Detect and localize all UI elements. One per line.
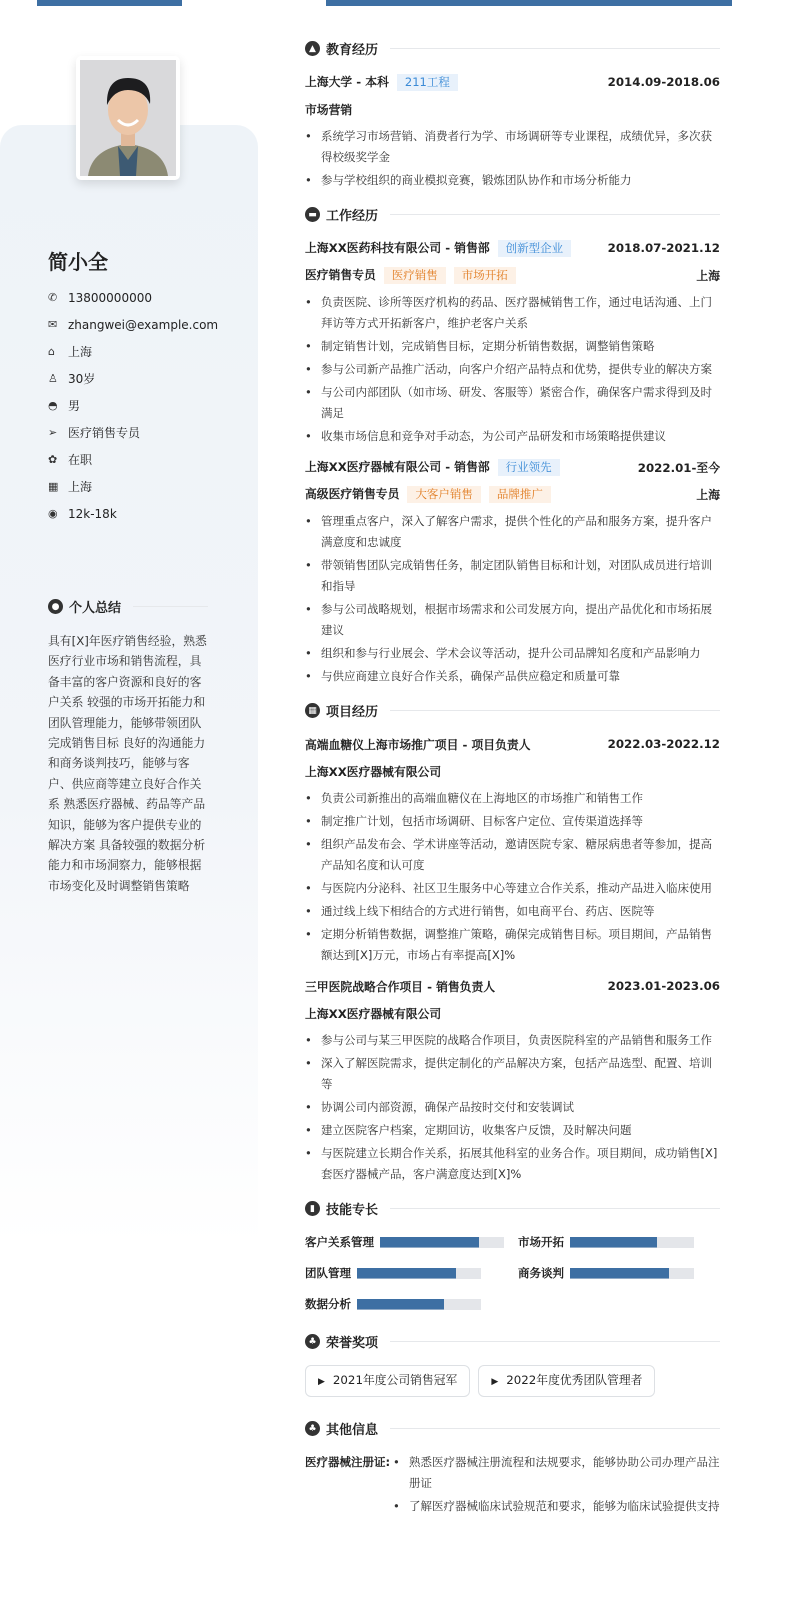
section-title: 工作经历 [326,209,379,224]
job-header [305,457,720,477]
skill-tag: 品牌推广 [489,486,551,503]
city: 上海 [696,487,720,502]
building-icon: ▦ [48,480,59,493]
school: 上海大学 - 本科 [305,75,389,89]
skill-name: 数据分析 [305,1297,351,1311]
status-icon: ✿ [48,453,58,466]
main-column [305,39,720,1533]
summary-text: 具有[X]年医疗销售经验，熟悉医疗行业市场和销售流程，具备丰富的客户资源和良好的客户关系 较强的市场开拓能力和团队管理能力，能够带领团队完成销售目标 良好的沟通能力和商务谈判技巧，能够与客户、供应商等建立良好合作关系 熟悉医疗器械、药品等产品知识，能够为客户提供专业的解决方案 具备较强的数据分析能力和市场洞察力，能够根据市场变化及时调整销售策略 [48,634,207,893]
section-title: 其他信息 [326,1423,379,1438]
info-row [48,284,218,311]
skills-section [305,1199,720,1314]
skill-bar [357,1268,481,1279]
info-row [48,419,218,446]
info-row [48,473,218,500]
other-section [305,1419,720,1519]
divider [390,214,720,215]
skill-name: 市场开拓 [518,1235,564,1249]
bullet-item: • 定期分析销售数据，调整推广策略，确保完成销售目标。项目期间，产品销售额达到[X]万元，市场占有率提高[X]% [305,924,720,966]
play-icon: ▶ [318,1377,325,1387]
bullet-item: • 建立医院客户档案，定期回访，收集客户反馈，及时解决问题 [305,1120,720,1141]
job-entry [305,457,720,687]
bullet-item: • 参与公司战略规划，根据市场需求和公司发展方向，提出产品优化和市场拓展建议 [305,599,720,641]
bullet-item: • 与供应商建立良好合作关系，确保产品供应稳定和质量可靠 [305,666,720,687]
role: 医疗销售专员 [305,268,376,282]
major: 市场营销 [305,102,353,117]
date: 2022.03-2022.12 [607,737,720,751]
phone-icon: ✆ [48,291,58,304]
divider [390,1428,720,1429]
bullet-item: • 通过线上线下相结合的方式进行销售，如电商平台、药店、医院等 [305,901,720,922]
bullet-item: • 了解医疗器械临床试验规范和要求，能够为临床试验提供支持 [393,1496,720,1517]
company-tag: 创新型企业 [498,240,572,257]
bullet-list [305,292,720,447]
gender-icon: ◓ [48,399,58,412]
bullet-item: • 深入了解医院需求，提供定制化的产品解决方案，包括产品选型、配置、培训等 [305,1053,720,1095]
date: 2022.01-至今 [637,460,720,475]
role-row [305,265,720,285]
skill-name: 客户关系管理 [305,1235,374,1249]
role-row [305,484,720,504]
project-header [305,734,720,754]
education-section [305,39,720,191]
skill-tag: 医疗销售 [384,267,446,284]
contact-info [48,284,218,527]
work-section [305,205,720,687]
info-row [48,500,218,527]
award-chip [305,1365,470,1397]
bullet-item: • 制定推广计划，包括市场调研、目标客户定位、宣传渠道选择等 [305,811,720,832]
school-tag: 211工程 [397,74,458,91]
bullet-item: • 组织和参与行业展会、学术会议等活动，提升公司品牌知名度和产品影响力 [305,643,720,664]
project-entry [305,734,720,966]
top-accent-left [37,0,182,6]
section-title: 荣誉奖项 [326,1336,379,1351]
company: 上海XX医药科技有限公司 - 销售部 [305,241,490,255]
bullet-item: • 负责公司新推出的高端血糖仪在上海地区的市场推广和销售工作 [305,788,720,809]
info-text: 男 [68,399,81,413]
info-text: 12k-18k [68,506,117,521]
job-entry [305,238,720,447]
summary-heading [48,597,208,616]
info-row [48,311,218,338]
skill-bar-fill [380,1237,479,1248]
skill-row [305,1232,518,1252]
project-entry [305,976,720,1185]
bullet-item: • 与医院建立长期合作关系，拓展其他科室的业务合作。项目期间，成功销售[X]套医疗器械产品，客户满意度达到[X]% [305,1143,720,1185]
role: 高级医疗销售专员 [305,487,400,501]
skill-bar [570,1268,694,1279]
bullet-item: • 组织产品发布会、学术讲座等活动，邀请医院专家、糖尿病患者等参加，提高产品知名度和认可度 [305,834,720,876]
bullet-item: • 与医院内分泌科、社区卫生服务中心等建立合作关系，推动产品进入临床使用 [305,878,720,899]
skill-tag: 市场开拓 [454,267,516,284]
skill-bar-fill [357,1299,444,1310]
skill-bar-fill [357,1268,456,1279]
company: 上海XX医疗器械有限公司 - 销售部 [305,460,490,474]
bullet-item: • 制定销售计划，完成销售目标，定期分析销售数据，调整销售策略 [305,336,720,357]
info-text: 13800000000 [68,290,152,305]
award-text: 2021年度公司销售冠军 [332,1373,458,1387]
skill-tag: 大客户销售 [407,486,481,503]
send-icon: ➢ [48,426,58,439]
bullet-list [305,1030,720,1185]
play-icon: ▶ [491,1377,499,1387]
bullet-item: • 带领销售团队完成销售任务，制定团队销售目标和计划，对团队成员进行培训和指导 [305,555,720,597]
skill-bar [380,1237,504,1248]
skill-bar-fill [570,1237,657,1248]
award-icon: ♣ [305,1334,320,1349]
info-row [48,365,218,392]
bullet-item: • 参与学校组织的商业模拟竞赛，锻炼团队协作和市场分析能力 [305,170,720,191]
bullet-item: • 负责医院、诊所等医疗机构的药品、医疗器械销售工作，通过电话沟通、上门拜访等方式开拓新客户，维护老客户关系 [305,292,720,334]
organization: 上海XX医疗器械有限公司 [305,1006,442,1021]
date: 2023.01-2023.06 [607,979,720,993]
info-text: 在职 [68,453,93,467]
organization: 上海XX医疗器械有限公司 [305,764,442,779]
info-text: 30岁 [68,372,96,386]
divider [390,1208,720,1209]
home-icon: ⌂ [48,345,55,358]
city: 上海 [696,268,720,283]
projects-section [305,701,720,1185]
info-icon: ♣ [305,1421,320,1436]
bullet-item: • 系统学习市场营销、消费者行为学、市场调研等专业课程，成绩优异，多次获得校级奖学金 [305,126,720,168]
bullet-list [305,511,720,687]
skill-row [518,1232,718,1252]
info-row [48,392,218,419]
skill-bar [357,1299,481,1310]
project-name: 高端血糖仪上海市场推广项目 - 项目负责人 [305,737,531,752]
skill-bar-fill [570,1268,669,1279]
section-title: 教育经历 [326,43,379,58]
bullet-item: • 与公司内部团队（如市场、研发、客服等）紧密合作，确保客户需求得到及时满足 [305,382,720,424]
divider [390,1341,720,1342]
bullet-item: • 参与公司与某三甲医院的战略合作项目，负责医院科室的产品销售和服务工作 [305,1030,720,1051]
date: 2014.09-2018.06 [607,75,720,89]
divider [390,710,720,711]
org-row [305,761,720,781]
project-name: 三甲医院战略合作项目 - 销售负责人 [305,979,496,994]
bullet-item: • 管理重点客户，深入了解客户需求，提供个性化的产品和服务方案，提升客户满意度和忠诚度 [305,511,720,553]
section-title: 技能专长 [326,1203,379,1218]
skill-bar [570,1237,694,1248]
skill-name: 商务谈判 [518,1266,564,1280]
chart-icon: ▮ [305,1201,320,1216]
info-text: 医疗销售专员 [68,426,141,440]
project-header [305,976,720,996]
job-header [305,238,720,258]
divider [133,606,208,607]
award-text: 2022年度优秀团队管理者 [506,1373,643,1387]
bullet-item: • 收集市场信息和竞争对手动态，为公司产品研发和市场策略提供建议 [305,426,720,447]
org-row [305,1003,720,1023]
other-label: 医疗器械注册证: [305,1455,391,1469]
salary-icon: ◉ [48,507,58,520]
awards-section [305,1332,720,1397]
user-icon: ● [48,599,63,614]
skill-row [305,1263,518,1283]
bullet-item: • 协调公司内部资源，确保产品按时交付和安装调试 [305,1097,720,1118]
info-row [48,446,218,473]
info-text: zhangwei@example.com [68,317,219,332]
date: 2018.07-2021.12 [607,241,720,255]
briefcase-icon: ▬ [305,207,320,222]
skill-name: 团队管理 [305,1266,351,1280]
section-title: 项目经历 [326,705,379,720]
avatar [76,56,180,180]
bullet-item: • 参与公司新产品推广活动，向客户介绍产品特点和优势，提供专业的解决方案 [305,359,720,380]
award-chip [478,1365,655,1397]
top-accent-right [326,0,732,6]
section-title: 个人总结 [69,601,122,616]
skill-row [518,1263,718,1283]
info-row [48,338,218,365]
bullet-item: • 熟悉医疗器械注册流程和法规要求，能够协助公司办理产品注册证 [393,1452,720,1494]
info-text: 上海 [68,345,93,359]
company-tag: 行业领先 [498,459,560,476]
mail-icon: ✉ [48,318,58,331]
skill-row [305,1294,518,1314]
graduation-cap-icon: ▲ [305,41,320,56]
bullet-list [305,788,720,966]
grid-icon: ▦ [305,703,320,718]
divider [390,48,720,49]
info-text: 上海 [68,480,93,494]
cake-icon: ♙ [48,372,58,385]
candidate-name: 简小全 [48,250,108,274]
